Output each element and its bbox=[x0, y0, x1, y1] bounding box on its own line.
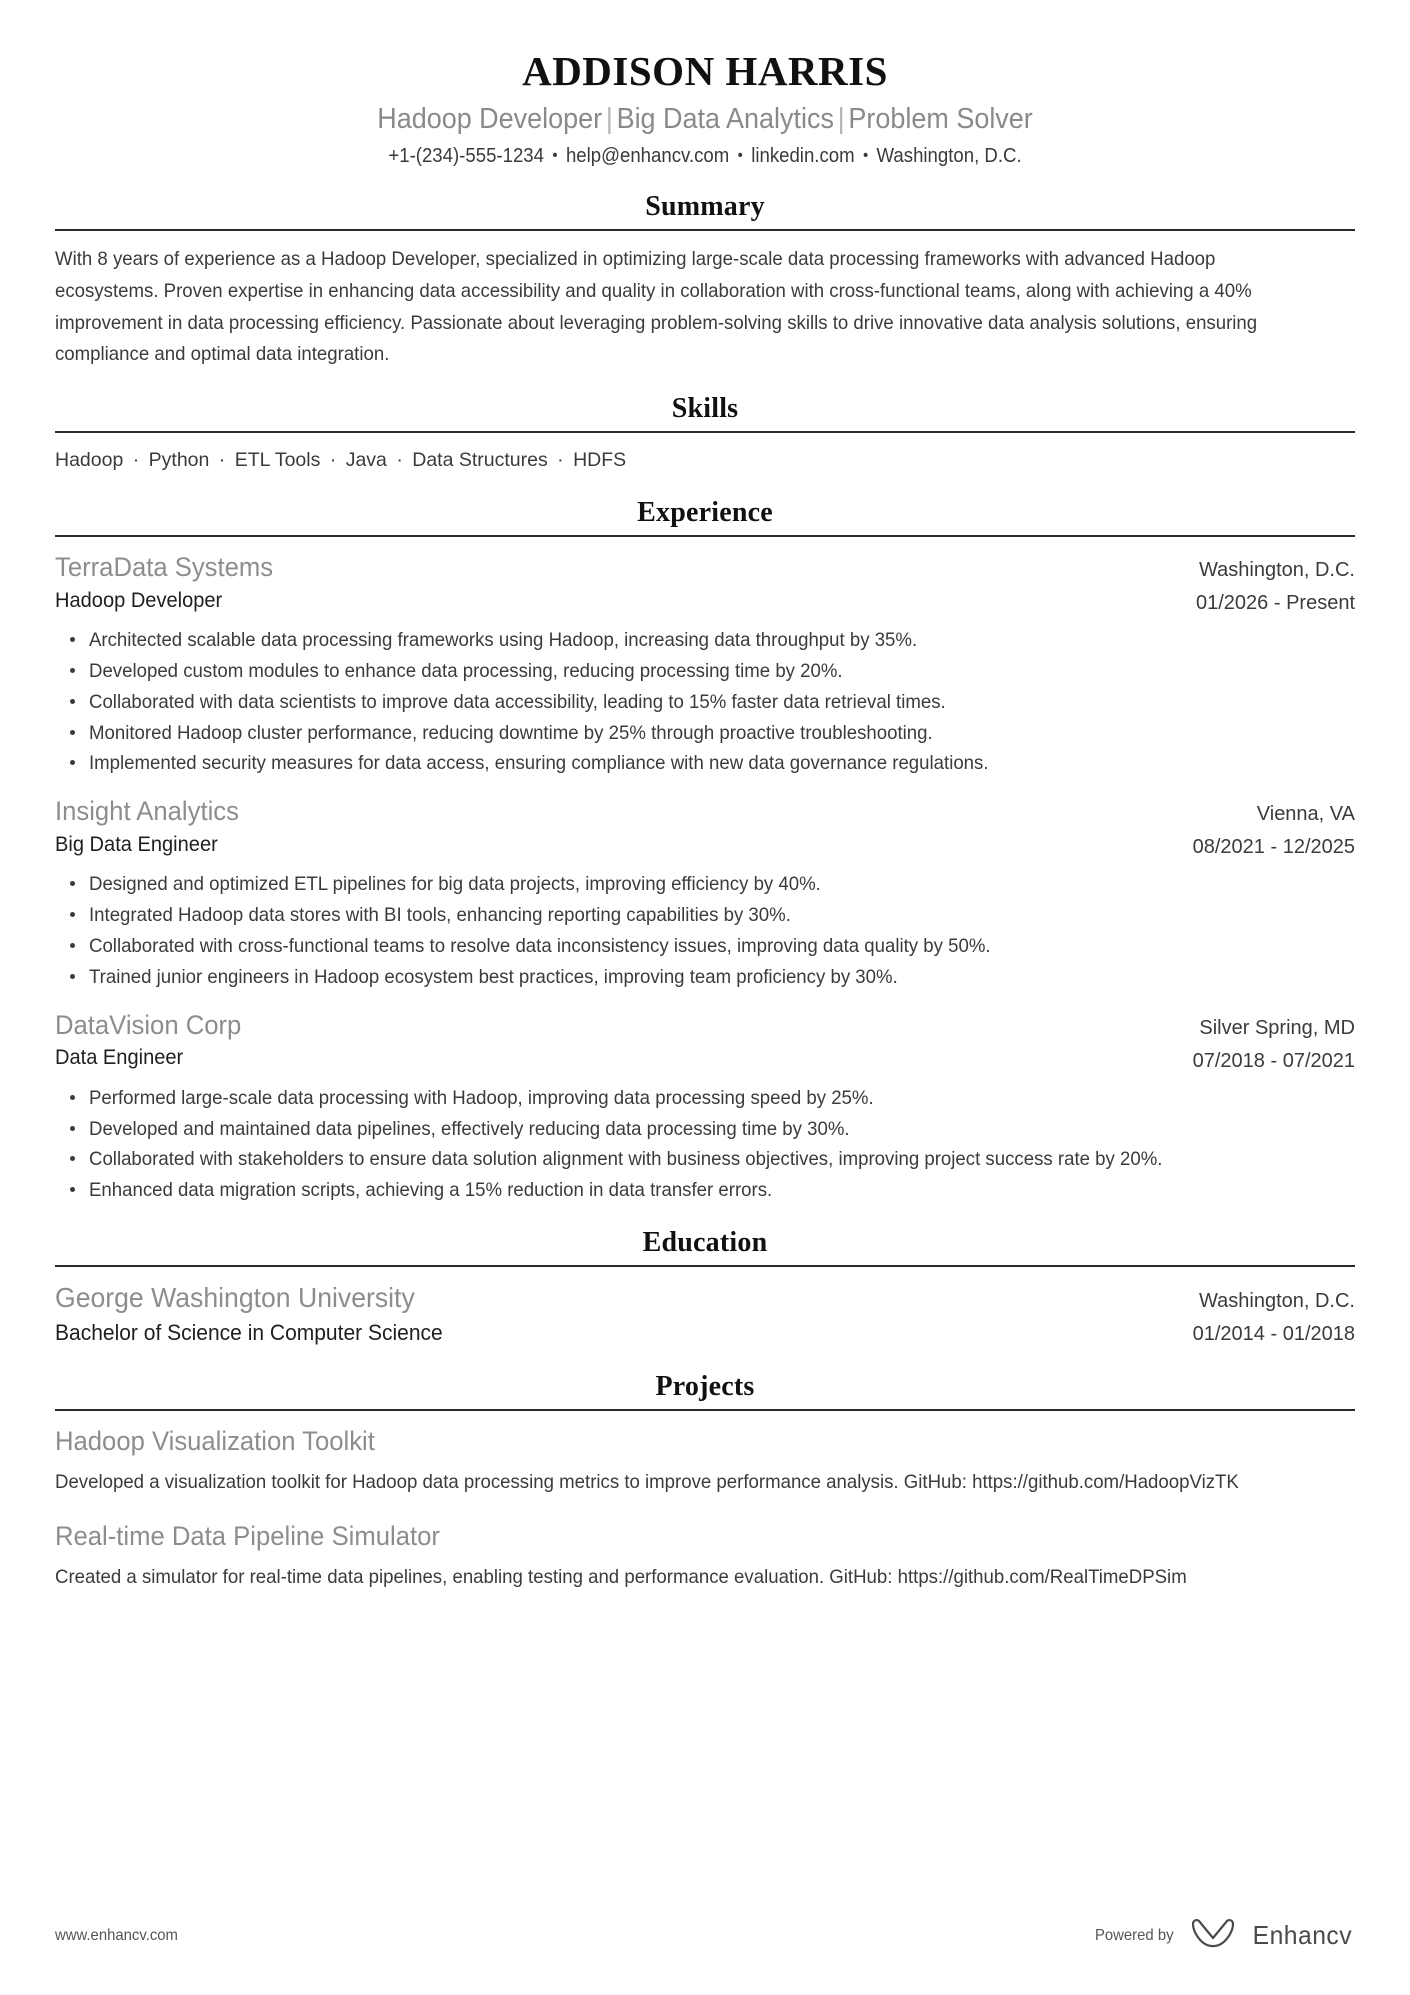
entry-header bbox=[55, 1280, 1355, 1349]
page-footer bbox=[55, 1918, 1355, 1953]
tagline-part-1: Hadoop Developer bbox=[377, 103, 603, 136]
section-experience bbox=[55, 497, 1355, 1205]
job-title: Big Data Engineer bbox=[55, 832, 218, 856]
section-title-projects: Projects bbox=[655, 1371, 755, 1403]
section-divider bbox=[55, 229, 1355, 231]
skill-item: ETL Tools bbox=[234, 448, 321, 471]
contact-location: Washington, D.C. bbox=[876, 145, 1022, 168]
company-name: Insight Analytics bbox=[55, 796, 239, 827]
tagline-separator-icon: | bbox=[837, 103, 845, 136]
skills-list bbox=[55, 446, 1355, 475]
achievement-text: Developed custom modules to enhance data processing, reducing processing time by 20%. bbox=[89, 659, 843, 682]
skill-item: Java bbox=[345, 448, 387, 471]
achievement-item bbox=[87, 719, 1355, 748]
entry-right bbox=[1173, 1287, 1355, 1349]
entry-right bbox=[1176, 556, 1355, 618]
school-name: George Washington University bbox=[55, 1282, 415, 1314]
achievement-item bbox=[87, 688, 1355, 717]
skill-separator-icon: · bbox=[127, 448, 145, 471]
entry-left bbox=[55, 794, 1173, 859]
enhancv-logo-icon bbox=[1190, 1918, 1236, 1953]
contact-separator-icon: • bbox=[737, 147, 743, 165]
entry-header bbox=[55, 1008, 1355, 1076]
skill-separator-icon: · bbox=[324, 448, 342, 471]
achievement-text: Collaborated with cross-functional teams to resolve data inconsistency issues, improving data quality by 50%. bbox=[89, 934, 991, 957]
resume-header bbox=[55, 48, 1355, 169]
achievement-item bbox=[87, 657, 1355, 686]
experience-entry bbox=[55, 1008, 1355, 1205]
job-location: Vienna, VA bbox=[1256, 803, 1355, 826]
project-name: Hadoop Visualization Toolkit bbox=[55, 1426, 375, 1457]
job-dates: 01/2026 - Present bbox=[1196, 591, 1355, 614]
achievement-item bbox=[87, 1145, 1355, 1174]
job-title: Hadoop Developer bbox=[55, 588, 223, 612]
tagline-part-2: Big Data Analytics bbox=[616, 103, 834, 136]
footer-url[interactable]: www.enhancv.com bbox=[55, 1926, 178, 1944]
education-entries bbox=[55, 1280, 1355, 1349]
project-entries bbox=[55, 1424, 1355, 1593]
section-projects bbox=[55, 1371, 1355, 1593]
section-divider bbox=[55, 1409, 1355, 1411]
contact-line bbox=[101, 143, 1310, 169]
achievement-text: Designed and optimized ETL pipelines for big data projects, improving efficiency by 40%. bbox=[89, 873, 821, 896]
project-description: Created a simulator for real-time data pipelines, enabling testing and performance evaluation. GitHub: https://github.com/RealTimeDPSim bbox=[55, 1565, 1187, 1588]
achievement-item bbox=[87, 963, 1355, 992]
achievement-text: Architected scalable data processing frameworks using Hadoop, increasing data throughput by 35%. bbox=[89, 628, 918, 651]
achievement-text: Trained junior engineers in Hadoop ecosystem best practices, improving team proficiency by 30%. bbox=[89, 965, 898, 988]
section-divider bbox=[55, 535, 1355, 537]
education-entry bbox=[55, 1280, 1355, 1349]
achievement-list bbox=[55, 1084, 1355, 1205]
footer-brand bbox=[1092, 1918, 1355, 1953]
experience-entry bbox=[55, 550, 1355, 778]
section-divider bbox=[55, 1265, 1355, 1267]
section-skills bbox=[55, 393, 1355, 475]
contact-email[interactable]: help@enhancv.com bbox=[565, 145, 730, 168]
skill-separator-icon: · bbox=[213, 448, 231, 471]
achievement-item bbox=[87, 932, 1355, 961]
contact-separator-icon: • bbox=[862, 147, 869, 165]
job-title: Data Engineer bbox=[55, 1046, 184, 1070]
school-dates: 01/2014 - 01/2018 bbox=[1192, 1323, 1355, 1346]
skill-separator-icon: · bbox=[551, 448, 570, 471]
entry-left bbox=[55, 1008, 1173, 1073]
achievement-item bbox=[87, 1084, 1355, 1113]
skill-item: Python bbox=[148, 448, 210, 471]
enhancv-brand-name: Enhancv bbox=[1252, 1920, 1353, 1950]
skill-item: HDFS bbox=[573, 448, 627, 471]
achievement-text: Performed large-scale data processing with Hadoop, improving data processing speed by 25%. bbox=[89, 1086, 874, 1109]
candidate-tagline bbox=[101, 101, 1310, 137]
entry-header bbox=[55, 794, 1355, 862]
skill-separator-icon: · bbox=[390, 448, 409, 471]
job-location: Silver Spring, MD bbox=[1199, 1016, 1355, 1039]
contact-separator-icon: • bbox=[552, 147, 558, 165]
section-education bbox=[55, 1227, 1355, 1349]
skill-item: Data Structures bbox=[412, 448, 548, 471]
achievement-item bbox=[87, 870, 1355, 899]
achievement-list bbox=[55, 870, 1355, 991]
entry-right bbox=[1173, 1014, 1355, 1076]
achievement-text: Collaborated with stakeholders to ensure data solution alignment with business objectives, improving project success rate by 20%. bbox=[89, 1148, 1163, 1171]
company-name: DataVision Corp bbox=[55, 1009, 242, 1040]
entry-right bbox=[1173, 800, 1355, 862]
tagline-separator-icon: | bbox=[605, 103, 613, 136]
tagline-part-3: Problem Solver bbox=[848, 103, 1033, 136]
skill-item: Hadoop bbox=[55, 448, 124, 471]
entry-left bbox=[55, 550, 1176, 615]
section-title-skills: Skills bbox=[671, 392, 739, 424]
entry-header bbox=[55, 550, 1355, 618]
achievement-text: Enhanced data migration scripts, achieving a 15% reduction in data transfer errors. bbox=[89, 1179, 773, 1202]
contact-linkedin[interactable]: linkedin.com bbox=[751, 145, 855, 168]
section-title-education: Education bbox=[642, 1227, 768, 1259]
job-dates: 07/2018 - 07/2021 bbox=[1192, 1049, 1355, 1072]
achievement-item bbox=[87, 1176, 1355, 1205]
achievement-text: Collaborated with data scientists to improve data accessibility, leading to 15% faster data retrieval times. bbox=[89, 690, 946, 713]
project-entry bbox=[55, 1424, 1355, 1499]
achievement-text: Implemented security measures for data access, ensuring compliance with new data governance regulations. bbox=[89, 752, 989, 775]
achievement-item bbox=[87, 749, 1355, 778]
achievement-list bbox=[55, 626, 1355, 778]
achievement-text: Developed and maintained data pipelines, effectively reducing data processing time by 30%. bbox=[89, 1117, 850, 1140]
section-divider bbox=[55, 431, 1355, 433]
achievement-item bbox=[87, 1115, 1355, 1144]
experience-entries bbox=[55, 550, 1355, 1205]
section-summary bbox=[55, 191, 1355, 370]
section-title-experience: Experience bbox=[637, 496, 773, 528]
school-location: Washington, D.C. bbox=[1199, 1290, 1355, 1313]
candidate-name: ADDISON HARRIS bbox=[522, 48, 888, 94]
experience-entry bbox=[55, 794, 1355, 991]
contact-phone: +1-(234)-555-1234 bbox=[388, 145, 544, 168]
company-name: TerraData Systems bbox=[55, 551, 274, 582]
entry-left bbox=[55, 1280, 1173, 1348]
achievement-text: Monitored Hadoop cluster performance, reducing downtime by 25% through proactive troubleshooting. bbox=[89, 721, 933, 744]
job-dates: 08/2021 - 12/2025 bbox=[1192, 836, 1355, 859]
project-entry bbox=[55, 1519, 1355, 1594]
summary-text: With 8 years of experience as a Hadoop Developer, specialized in optimizing large-scale data processing frameworks with advanced Hadoop ecosystems. Proven expertise in enhancing data accessibility and quality in collaboration with cross-functional teams, along with achieving a 40% improvement in data processing efficiency. Passionate about leveraging problem-solving skills to drive innovative data analysis solutions, ensuring compliance and optimal data integration. bbox=[55, 248, 1258, 366]
project-name: Real-time Data Pipeline Simulator bbox=[55, 1520, 440, 1551]
achievement-item bbox=[87, 901, 1355, 930]
section-title-summary: Summary bbox=[645, 191, 765, 223]
achievement-text: Integrated Hadoop data stores with BI tools, enhancing reporting capabilities by 30%. bbox=[89, 904, 791, 927]
powered-by-label: Powered by bbox=[1094, 1926, 1174, 1944]
job-location: Washington, D.C. bbox=[1199, 558, 1355, 581]
achievement-item bbox=[87, 626, 1355, 655]
degree-title: Bachelor of Science in Computer Science bbox=[55, 1319, 443, 1345]
project-description: Developed a visualization toolkit for Hadoop data processing metrics to improve performance analysis. GitHub: https://github.com/HadoopVizTK bbox=[55, 1471, 1239, 1494]
